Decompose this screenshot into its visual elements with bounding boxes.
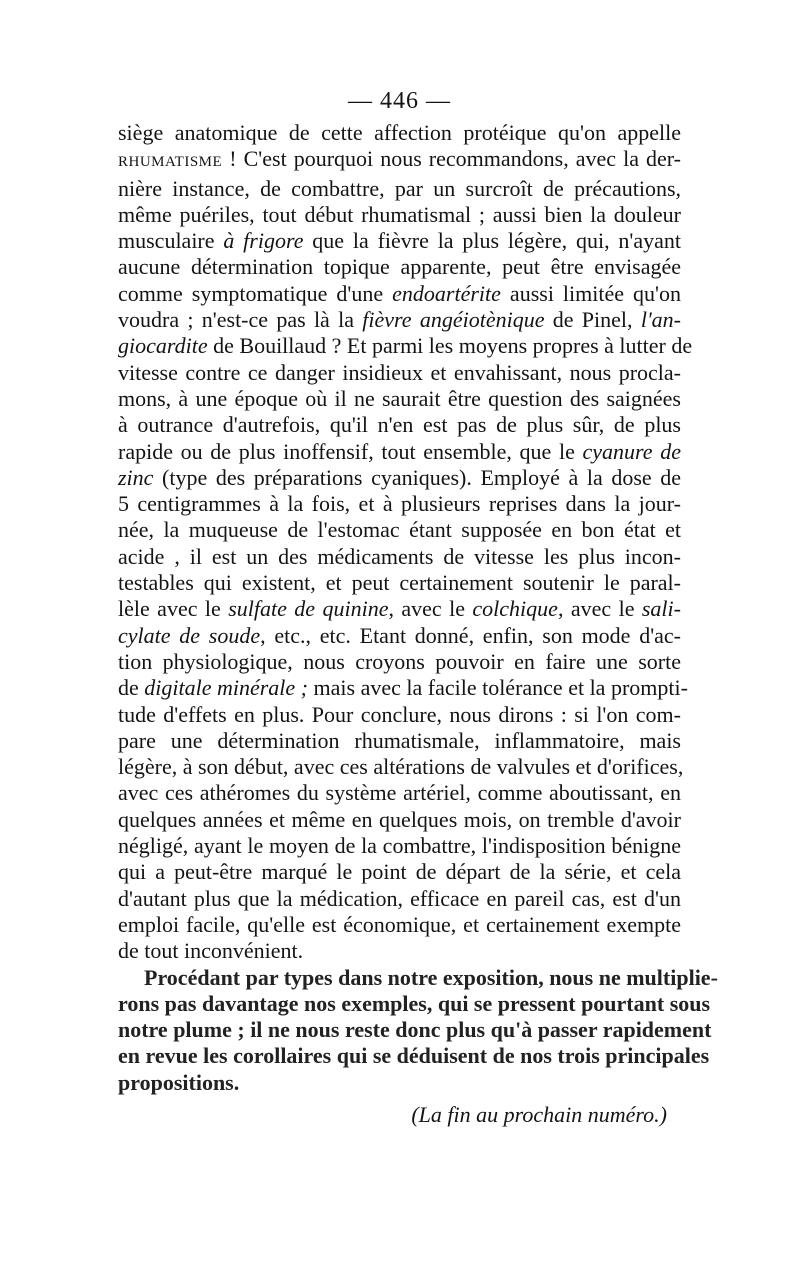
text-line: acide , il est un des médicaments de vitesse les plus incon- <box>118 543 681 569</box>
text-line <box>118 675 688 701</box>
text-line: même puériles, tout début rhumatismal ; aussi bien la douleur <box>118 201 681 227</box>
text-line: emploi facile, qu'elle est économique, et certainement exempte <box>118 911 681 937</box>
text-line: de tout inconvénient. <box>118 938 304 964</box>
text-line: née, la muqueuse de l'estomac étant supposée en bon état et <box>118 517 681 543</box>
text-line: testables qui existent, et peut certainement soutenir le paral- <box>118 570 681 596</box>
text-line <box>118 281 681 307</box>
text-line <box>118 596 681 622</box>
text-line: rons pas davantage nos exemples, qui se pressent pourtant sous <box>118 990 711 1016</box>
text-segment: ! C'est pourquoi nous recommandons, avec la der- <box>222 146 681 172</box>
text-segment: , avec le <box>388 596 473 622</box>
text-line: propositions. <box>118 1069 240 1095</box>
text-line: aucune détermination topique apparente, peut être envisagée <box>118 254 681 280</box>
text-segment: de Bouillaud ? Et parmi les moyens propres à lutter de <box>207 333 693 359</box>
text-line <box>118 465 681 491</box>
text-segment: voudra ; n'est-ce pas là la <box>118 307 363 333</box>
italic-term: colchique <box>472 596 558 622</box>
italic-term: giocardite <box>118 333 208 359</box>
text-line <box>118 307 681 333</box>
italic-term: zinc <box>118 464 154 490</box>
italic-term: cylate de soude <box>118 622 261 648</box>
closing-text: (La fin au prochain numéro.) <box>411 1101 667 1127</box>
text-segment: de Pinel, <box>544 307 641 333</box>
italic-term: cyanure de <box>582 438 682 464</box>
italic-term: sali- <box>641 596 681 622</box>
text-line <box>118 146 681 175</box>
italic-term: sulfate de quinine <box>228 596 389 622</box>
paragraph-2 <box>118 964 718 1096</box>
page-number: — 446 — <box>348 88 451 114</box>
italic-term: digitale minérale ; <box>144 675 309 701</box>
text-line: qui a peut-être marqué le point de départ de la série, et cela <box>118 859 681 885</box>
text-line: nière instance, de combattre, par un surcroît de précautions, <box>118 175 681 201</box>
text-line: Procédant par types dans notre exposition, nous ne multiplie- <box>144 964 718 990</box>
text-segment: mais avec la facile tolérance et la prompti- <box>308 675 688 701</box>
text-line <box>118 333 693 359</box>
text-segment: , avec le <box>557 596 642 622</box>
text-segment: comme symptomatique d'une <box>118 280 393 306</box>
text-line: 5 centigrammes à la fois, et à plusieurs reprises dans la jour- <box>118 491 681 517</box>
text-segment: que la fièvre la plus légère, qui, n'ayant <box>303 228 681 254</box>
text-line: mons, à une époque où il ne saurait être question des saignées <box>118 385 681 411</box>
text-segment: musculaire <box>118 228 224 254</box>
text-line: négligé, ayant le moyen de la combattre, l'indisposition bénigne <box>118 833 681 859</box>
text-segment: lèle avec le <box>118 596 229 622</box>
italic-term: l'an- <box>640 307 681 333</box>
text-line: en revue les corollaires qui se déduisent de nos trois principales <box>118 1043 710 1069</box>
text-segment: aussi limitée qu'on <box>500 280 681 306</box>
text-line <box>118 623 681 649</box>
text-line: siège anatomique de cette affection protéique qu'on appelle <box>118 120 681 145</box>
text-line: à outrance d'autrefois, qu'il n'en est pas de plus sûr, de plus <box>118 412 681 438</box>
text-line: légère, à son début, avec ces altérations de valvules et d'orifices, <box>118 754 684 780</box>
text-segment: , etc., etc. Etant donné, enfin, son mode d'ac- <box>260 622 682 648</box>
text-line: notre plume ; il ne nous reste donc plus qu'à passer rapidement <box>118 1017 712 1043</box>
small-caps-word: RHUMATISME <box>118 154 223 171</box>
text-line: quelques années et même en quelques mois, on tremble d'avoir <box>118 806 681 832</box>
text-segment: (type des préparations cyaniques). Employé à la dose de <box>153 464 681 490</box>
text-line: avec ces athéromes du système artériel, comme aboutissant, en <box>118 780 681 806</box>
book-page <box>118 86 718 1130</box>
text-line: tude d'effets en plus. Pour conclure, nous dirons : si l'on com- <box>118 701 681 727</box>
text-line: d'autant plus que la médication, efficace en pareil cas, est d'un <box>118 885 681 911</box>
italic-term: à frigore <box>223 228 304 254</box>
text-line <box>118 228 681 254</box>
text-segment: de <box>118 675 145 701</box>
italic-term: endoartérite <box>392 280 501 306</box>
closing-note <box>118 1100 681 1130</box>
text-line <box>118 439 681 465</box>
italic-term: fièvre angéiotènique <box>362 307 545 333</box>
text-line: vitesse contre ce danger insidieux et envahissant, nous procla- <box>118 359 681 385</box>
text-line: pare une détermination rhumatismale, inflammatoire, mais <box>118 727 681 753</box>
paragraph-1 <box>118 120 693 965</box>
text-line: tion physiologique, nous croyons pouvoir en faire une sorte <box>118 648 681 674</box>
text-segment: rapide ou de plus inoffensif, tout ensemble, que le <box>118 438 583 464</box>
